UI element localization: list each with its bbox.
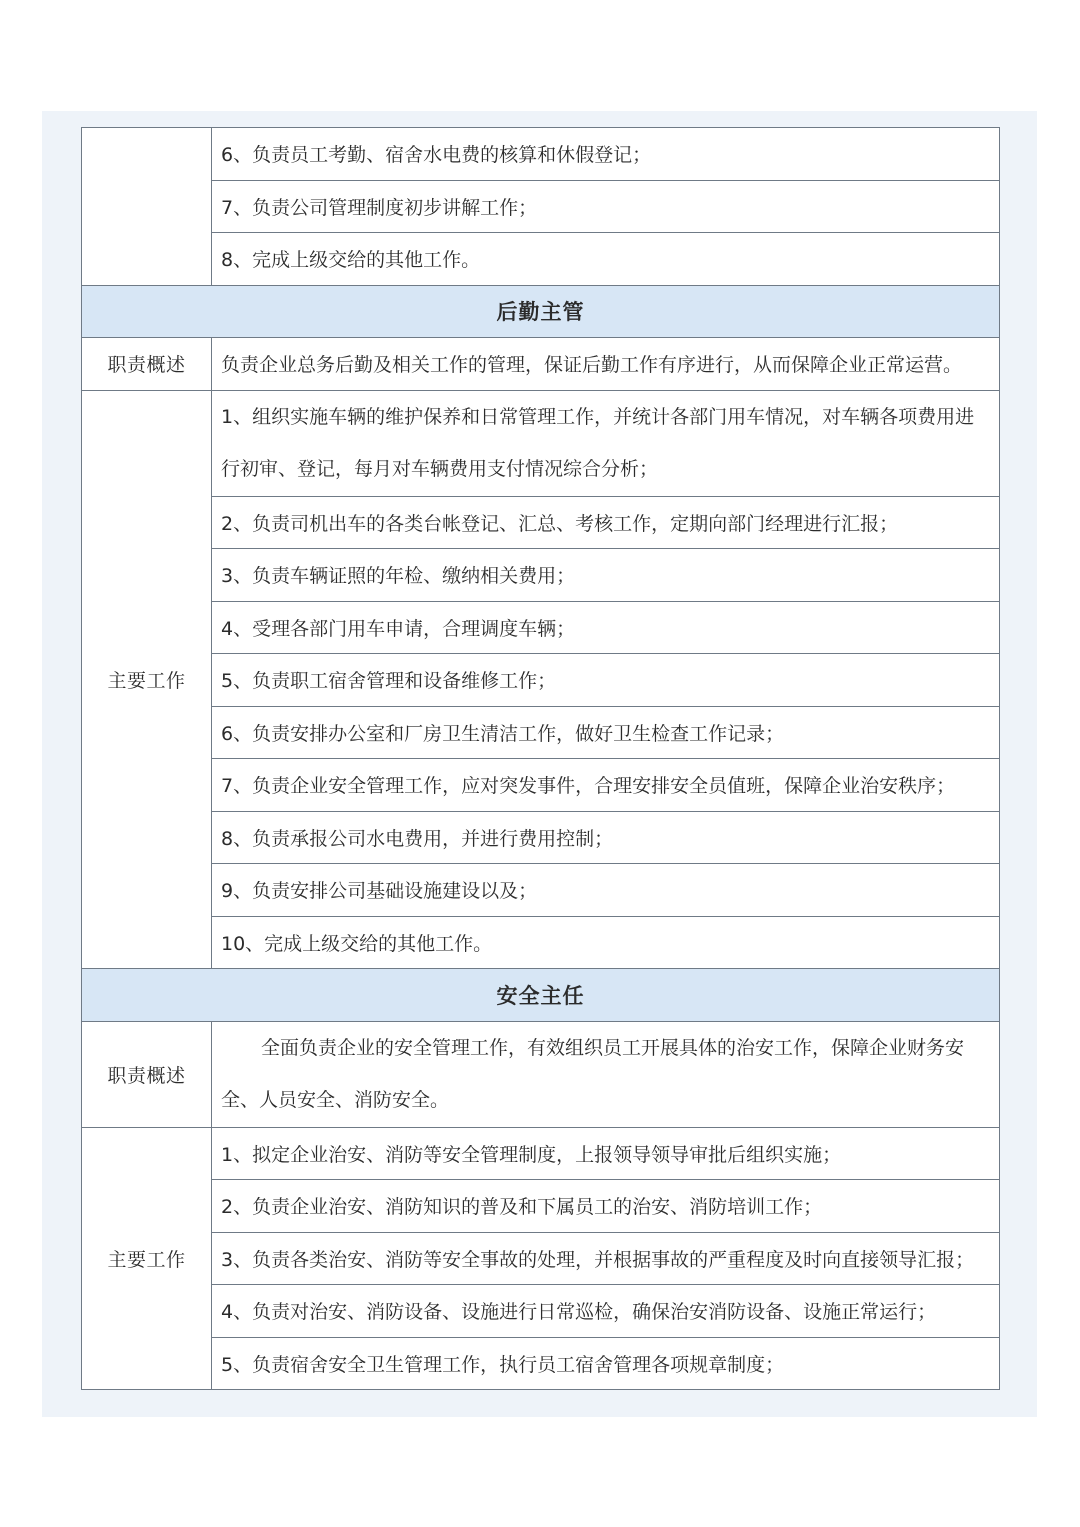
continued-label-cell bbox=[82, 128, 212, 286]
main-work-label: 主要工作 bbox=[82, 390, 212, 969]
table-row bbox=[82, 654, 1000, 707]
overview-label: 职责概述 bbox=[82, 1021, 212, 1127]
list-item: 3、负责车辆证照的年检、缴纳相关费用； bbox=[212, 549, 1000, 602]
table-row bbox=[82, 233, 1000, 286]
table-row bbox=[82, 496, 1000, 549]
list-item: 3、负责各类治安、消防等安全事故的处理，并根据事故的严重程度及时向直接领导汇报； bbox=[212, 1232, 1000, 1285]
overview-text: 负责企业总务后勤及相关工作的管理，保证后勤工作有序进行，从而保障企业正常运营。 bbox=[212, 338, 1000, 391]
job-duties-table bbox=[81, 127, 1000, 1390]
list-item: 4、负责对治安、消防设备、设施进行日常巡检，确保治安消防设备、设施正常运行； bbox=[212, 1285, 1000, 1338]
list-item: 5、负责宿舍安全卫生管理工作，执行员工宿舍管理各项规章制度； bbox=[212, 1337, 1000, 1390]
table-row bbox=[82, 916, 1000, 969]
list-item: 8、完成上级交给的其他工作。 bbox=[212, 233, 1000, 286]
table-row bbox=[82, 1180, 1000, 1233]
table-row bbox=[82, 180, 1000, 233]
overview-text bbox=[212, 1021, 1000, 1127]
list-item: 10、完成上级交给的其他工作。 bbox=[212, 916, 1000, 969]
list-item: 6、负责安排办公室和厂房卫生清洁工作，做好卫生检查工作记录； bbox=[212, 706, 1000, 759]
main-work-label: 主要工作 bbox=[82, 1127, 212, 1390]
table-row bbox=[82, 864, 1000, 917]
list-item: 4、受理各部门用车申请，合理调度车辆； bbox=[212, 601, 1000, 654]
overview-label: 职责概述 bbox=[82, 338, 212, 391]
table-row bbox=[82, 128, 1000, 181]
table-row bbox=[82, 1285, 1000, 1338]
list-item: 7、负责公司管理制度初步讲解工作； bbox=[212, 180, 1000, 233]
section-title-logistics: 后勤主管 bbox=[82, 285, 1000, 338]
table-row bbox=[82, 759, 1000, 812]
table-row bbox=[82, 390, 1000, 496]
overview-text-content: 全面负责企业的安全管理工作，有效组织员工开展具体的治安工作，保障企业财务安全、人员安全、消防安全。 bbox=[221, 1037, 965, 1111]
table-row bbox=[82, 1021, 1000, 1127]
list-item: 1、组织实施车辆的维护保养和日常管理工作，并统计各部门用车情况，对车辆各项费用进行初审、登记，每月对车辆费用支付情况综合分析； bbox=[212, 390, 1000, 496]
table-row bbox=[82, 969, 1000, 1022]
list-item: 8、负责承报公司水电费用，并进行费用控制； bbox=[212, 811, 1000, 864]
table-row bbox=[82, 706, 1000, 759]
section-title-safety: 安全主任 bbox=[82, 969, 1000, 1022]
table-row bbox=[82, 1337, 1000, 1390]
table-row bbox=[82, 811, 1000, 864]
table-row bbox=[82, 1127, 1000, 1180]
list-item: 9、负责安排公司基础设施建设以及； bbox=[212, 864, 1000, 917]
list-item: 2、负责司机出车的各类台帐登记、汇总、考核工作，定期向部门经理进行汇报； bbox=[212, 496, 1000, 549]
table-row bbox=[82, 338, 1000, 391]
list-item: 5、负责职工宿舍管理和设备维修工作； bbox=[212, 654, 1000, 707]
list-item: 7、负责企业安全管理工作，应对突发事件，合理安排安全员值班，保障企业治安秩序； bbox=[212, 759, 1000, 812]
table-row bbox=[82, 549, 1000, 602]
table-row bbox=[82, 601, 1000, 654]
table-row bbox=[82, 285, 1000, 338]
table-row bbox=[82, 1232, 1000, 1285]
list-item: 6、负责员工考勤、宿舍水电费的核算和休假登记； bbox=[212, 128, 1000, 181]
list-item: 1、拟定企业治安、消防等安全管理制度，上报领导领导审批后组织实施； bbox=[212, 1127, 1000, 1180]
list-item: 2、负责企业治安、消防知识的普及和下属员工的治安、消防培训工作； bbox=[212, 1180, 1000, 1233]
